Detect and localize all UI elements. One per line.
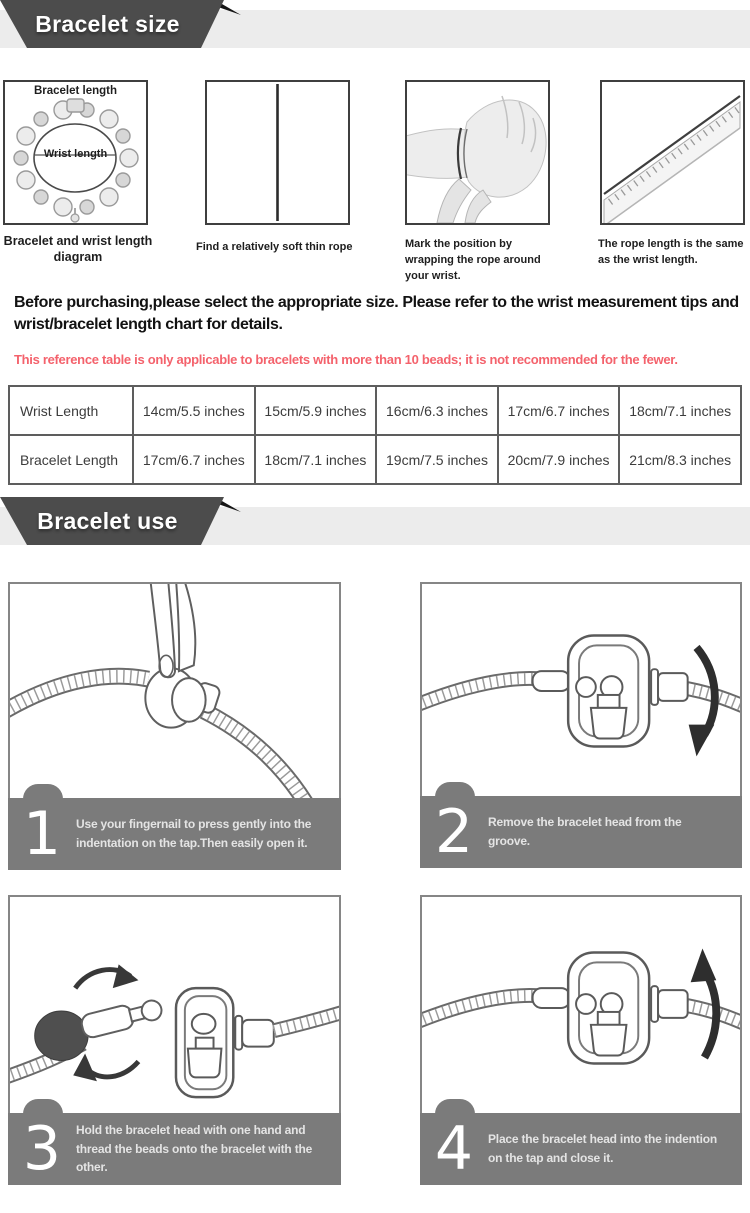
- size-table: [8, 385, 742, 485]
- step-number: 3: [22, 1114, 62, 1184]
- step-caption: Use your fingernail to press gently into the indentation on the tap.Then easily open it.: [76, 817, 312, 850]
- cell-bracelet-2: 18cm/7.1 inches: [255, 435, 377, 484]
- step-number: 4: [434, 1114, 474, 1184]
- cell-wrist-5: 18cm/7.1 inches: [619, 386, 741, 435]
- wrist-wrap-icon: [407, 82, 548, 223]
- step-caption: Remove the bracelet head from the groove.: [488, 815, 682, 848]
- step-panel-1: [8, 582, 341, 870]
- step1-clasp-press-icon: [10, 584, 339, 798]
- step-bar-bump: [435, 782, 475, 797]
- panel-rope: [205, 80, 350, 225]
- cell-wrist-4: 17cm/6.7 inches: [498, 386, 620, 435]
- panel-caption-rope: Find a relatively soft thin rope: [196, 241, 353, 253]
- panel-bracelet-diagram: [3, 80, 148, 225]
- step2-caption-bar: [420, 796, 742, 868]
- cell-bracelet-1: 17cm/6.7 inches: [133, 435, 255, 484]
- cell-bracelet-5: 21cm/8.3 inches: [619, 435, 741, 484]
- step-number: 1: [22, 799, 62, 869]
- table-row-wrist: [9, 386, 741, 435]
- warning-text: This reference table is only applicable to bracelets with more than 10 beads; it is not recommended for the fewer.: [14, 352, 678, 367]
- bracelet-size-banner: [0, 0, 750, 52]
- step1-caption-bar: [8, 798, 341, 870]
- section-title: Bracelet use: [37, 508, 178, 534]
- step-bar-bump: [435, 1099, 475, 1114]
- step1-illustration: [10, 584, 339, 798]
- step-caption: Hold the bracelet head with one hand and thread the beads onto the bracelet with the other.: [76, 1123, 313, 1175]
- row-header-wrist: Wrist Length: [9, 386, 133, 435]
- row-header-bracelet: Bracelet Length: [9, 435, 133, 484]
- step-caption: Place the bracelet head into the indention on the tap and close it.: [488, 1132, 717, 1165]
- intro-text: Before purchasing,please select the appropriate size. Please refer to the wrist measurement tips and wrist/bracelet length chart for details.: [14, 294, 739, 333]
- step4-close-head-icon: [422, 897, 740, 1113]
- step-bar-bump: [23, 1099, 63, 1114]
- step3-illustration: [10, 897, 339, 1113]
- panel-wrist-wrap: [405, 80, 550, 225]
- table-row-bracelet: [9, 435, 741, 484]
- cell-wrist-1: 14cm/5.5 inches: [133, 386, 255, 435]
- step-panel-2: [420, 582, 742, 868]
- cell-bracelet-4: 20cm/7.9 inches: [498, 435, 620, 484]
- cell-wrist-2: 15cm/5.9 inches: [255, 386, 377, 435]
- rope-icon: [207, 82, 348, 223]
- step2-illustration: [422, 584, 740, 796]
- step-panel-3: [8, 895, 341, 1185]
- section-title: Bracelet size: [35, 11, 180, 37]
- panel-caption-wrap: Mark the position by wrapping the rope around your wrist.: [405, 238, 541, 282]
- step-number: 2: [434, 797, 474, 867]
- panel-ruler: [600, 80, 745, 225]
- step2-remove-head-icon: [422, 584, 740, 796]
- bracelet-use-banner: [0, 497, 750, 549]
- wrist-length-label: Wrist length: [43, 148, 108, 160]
- cell-wrist-3: 16cm/6.3 inches: [376, 386, 498, 435]
- step4-caption-bar: [420, 1113, 742, 1185]
- step3-thread-beads-icon: [10, 897, 339, 1113]
- panel-caption-diagram: Bracelet and wrist length diagram: [3, 234, 153, 265]
- panel-caption-ruler: The rope length is the same as the wrist length.: [598, 238, 744, 266]
- step4-illustration: [422, 897, 740, 1113]
- ruler-icon: [602, 82, 743, 223]
- step-panel-4: [420, 895, 742, 1185]
- step-bar-bump: [23, 784, 63, 799]
- bracelet-length-label: Bracelet length: [33, 85, 118, 97]
- step3-caption-bar: [8, 1113, 341, 1185]
- cell-bracelet-3: 19cm/7.5 inches: [376, 435, 498, 484]
